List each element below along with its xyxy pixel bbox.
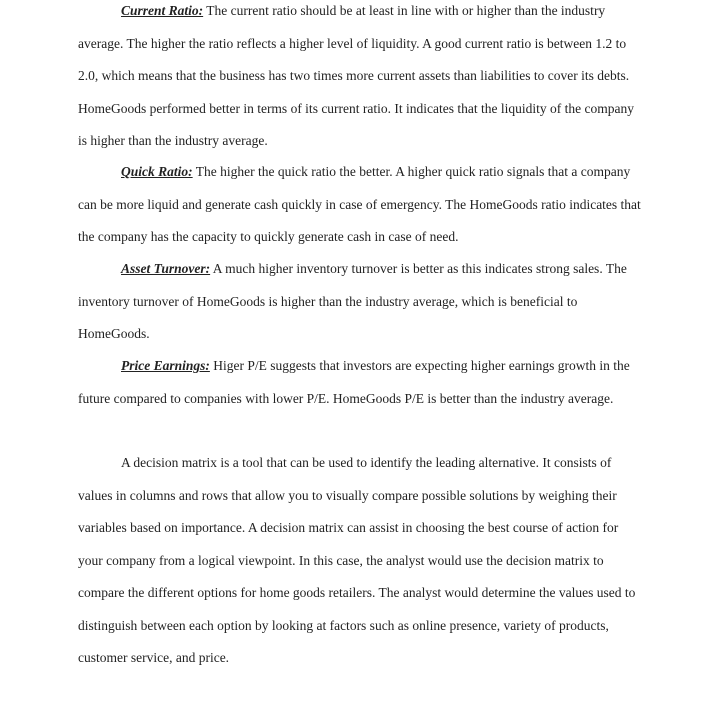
- paragraph-decision-matrix: [78, 447, 644, 675]
- paragraph-price-earnings-text: Higer P/E suggests that investors are expecting higher earnings growth in the future compared to companies with lower P/E. HomeGoods P/E is better than the industry average.: [78, 358, 630, 406]
- paragraph-current-ratio-text: The current ratio should be at least in line with or higher than the industry average. The higher the ratio reflects a higher level of liquidity. A good current ratio is between 1.2 to 2.0, which means that the business has two times more current assets than liabilities to cover its debts. HomeGoods performed better in terms of its current ratio. It indicates that the liquidity of the company is higher than the industry average.: [78, 3, 634, 148]
- paragraph-decision-matrix-text: A decision matrix is a tool that can be used to identify the leading alternative. It consists of values in columns and rows that allow you to visually compare possible solutions by weighing their variables based on importance. A decision matrix can assist in choosing the best course of action for your company from a logical viewpoint. In this case, the analyst would use the decision matrix to compare the different options for home goods retailers. The analyst would determine the values used to distinguish between each option by looking at factors such as online presence, variety of products, customer service, and price.: [78, 455, 636, 665]
- paragraph-quick-ratio: [78, 156, 644, 254]
- heading-current-ratio: Current Ratio:: [121, 3, 204, 18]
- paragraph-price-earnings: [78, 350, 644, 415]
- heading-price-earnings: Price Earnings:: [121, 358, 210, 373]
- heading-asset-turnover: Asset Turnover:: [121, 261, 211, 276]
- heading-quick-ratio: Quick Ratio:: [121, 164, 193, 179]
- paragraph-asset-turnover: [78, 253, 644, 351]
- paragraph-quick-ratio-text: The higher the quick ratio the better. A higher quick ratio signals that a company can be more liquid and generate cash quickly in case of emergency. The HomeGoods ratio indicates that the company has the capacity to quickly generate cash in case of need.: [78, 164, 641, 244]
- paragraph-asset-turnover-text: A much higher inventory turnover is better as this indicates strong sales. The inventory turnover of HomeGoods is higher than the industry average, which is beneficial to HomeGoods.: [78, 261, 627, 341]
- paragraph-current-ratio: [78, 0, 644, 158]
